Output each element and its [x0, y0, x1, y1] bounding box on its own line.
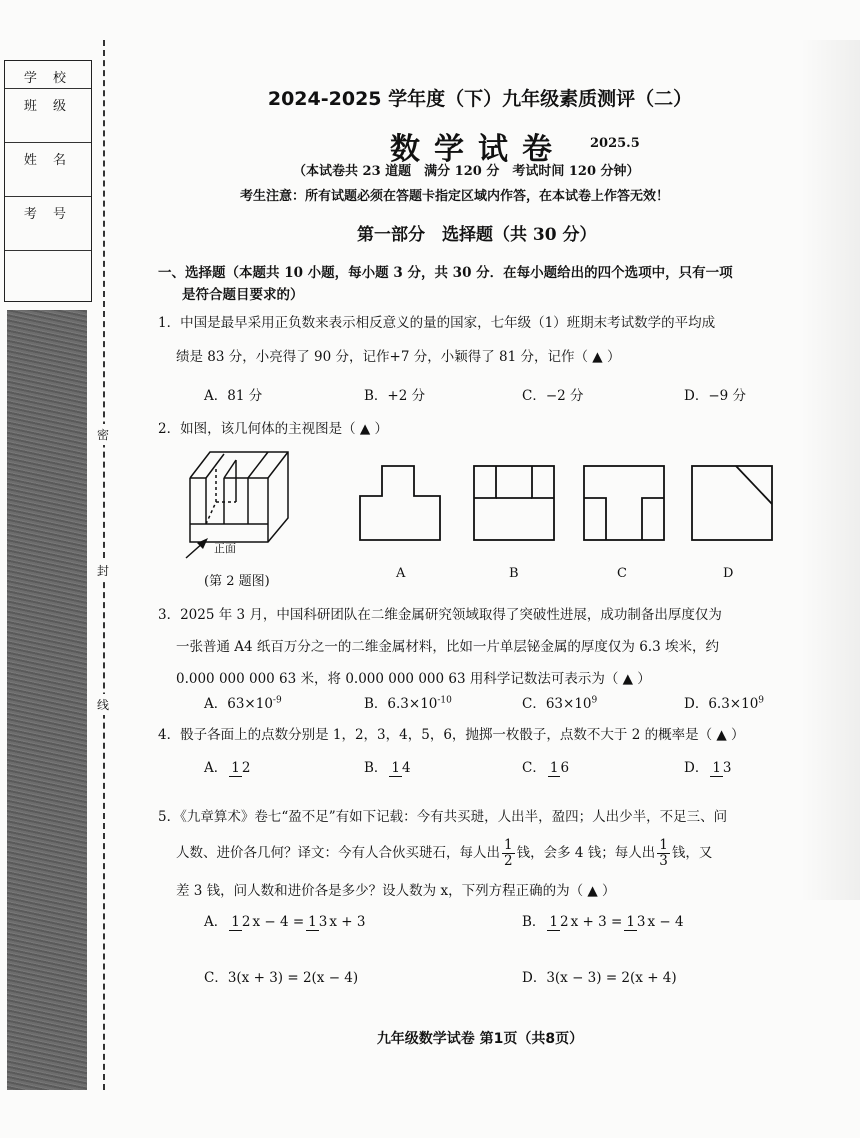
- question-2: 2．如图，该几何体的主视图是（ ▲ ）: [158, 421, 389, 437]
- option-a: A． 1 2: [204, 759, 251, 776]
- fraction: $\frac{1}{2}$: [504, 837, 513, 869]
- seal-char-feng: 封: [97, 560, 109, 581]
- solid-3d-figure: [180, 446, 300, 556]
- option-d: D．3(x − 3) = 2(x + 4): [522, 970, 677, 986]
- seal-char-mi: 密: [97, 424, 109, 445]
- question-5-options-ab: [204, 910, 784, 931]
- option-c: C． 1 6: [522, 759, 570, 776]
- question-5-options-cd: [204, 966, 784, 986]
- subject-title: 数学试卷: [390, 132, 566, 167]
- option-b: B．+2 分: [364, 388, 426, 404]
- option-c: C．$63\times 10^9$: [522, 695, 598, 712]
- exam-title: 2024-2025 学年度（下）九年级素质测评（二）: [267, 88, 693, 110]
- fraction: 1 4: [391, 759, 411, 776]
- question-1-options: [204, 384, 784, 404]
- fraction: $\frac{1}{3}$: [659, 837, 668, 869]
- class-field: 班 级: [5, 89, 91, 143]
- front-label: 正面: [214, 542, 236, 555]
- view-a-shape: [360, 466, 440, 542]
- option-d: D． 1 3: [684, 759, 732, 776]
- question-5-line3: 差 3 钱，问人数和进价各是多少？设人数为 x，下列方程正确的为（ ▲ ）: [176, 883, 616, 899]
- option-d: D．−9 分: [684, 388, 747, 404]
- question-4: 4．骰子各面上的点数分别是 1，2，3，4，5，6，抛掷一枚骰子，点数不大于 2 的概率是（ ▲ ）: [158, 727, 745, 743]
- fraction: 1 6: [549, 759, 570, 776]
- exam-number-field: 考 号: [5, 197, 91, 251]
- fraction: 1 3: [712, 759, 732, 776]
- scan-shadow: [800, 40, 860, 900]
- option-b: B． 1 2 x + 3 = 1 3 x − 4: [522, 913, 684, 930]
- fraction: 1 3: [626, 913, 646, 930]
- name-field: 姓 名: [5, 143, 91, 197]
- fraction: 1 2: [231, 759, 251, 776]
- question-3: 3．2025 年 3 月，中国科研团队在二维金属研究领域取得了突破性进展，成功制备出厚度仅为 一张普通 A4 纸百万分之一的二维金属材料，比如一片单层铋金属的厚度仅为 6.3 埃米，约 0.000 000 000 63 米，将 0.000 000 000 63 用科学记数法可表示为（ ▲ ）: [158, 607, 722, 687]
- school-field: 学 校: [5, 61, 91, 89]
- blank-field: [5, 251, 91, 301]
- option-c: C．3(x + 3) = 2(x − 4): [204, 970, 359, 986]
- part-heading: 第一部分 选择题（共 30 分）: [357, 225, 597, 245]
- view-b-label: B: [509, 566, 519, 581]
- question-4-options: [204, 756, 784, 777]
- option-c: C．−2 分: [522, 388, 584, 404]
- seal-char-xian: 线: [97, 694, 109, 715]
- view-d-label: D: [723, 566, 734, 581]
- option-a: A． 1 2 x − 4 = 1 3 x + 3: [204, 913, 366, 930]
- question-3-options: [204, 692, 784, 712]
- section-instructions: 一、选择题（本题共 10 小题，每小题 3 分，共 30 分．在每小题给出的四个选项中，只有一项 是符合题目要求的）: [158, 265, 733, 303]
- view-a-label: A: [396, 566, 406, 581]
- option-a: A．81 分: [204, 388, 263, 404]
- fraction: 1 2: [549, 913, 569, 930]
- view-b-shape: [474, 466, 554, 542]
- question-5: 5．《九章算术》卷七“盈不足”有如下记载：今有共买琎，人出半，盈四；人出少半，不足三、问: [158, 809, 728, 825]
- fraction: 1 3: [308, 913, 328, 930]
- option-b: B．$6.3\times 10^{-10}$: [364, 695, 452, 712]
- view-c-shape: [584, 466, 664, 542]
- question-1: 1．中国是最早采用正负数来表示相反意义的量的国家，七年级（1）班期末考试数学的平均成 绩是 83 分，小亮得了 90 分，记作+7 分，小颖得了 81 分，记作（ ▲ ）: [158, 315, 716, 365]
- option-b: B． 1 4: [364, 759, 411, 776]
- exam-info: （本试卷共 23 道题 满分 120 分 考试时间 120 分钟）: [293, 164, 640, 179]
- shaded-strip: [7, 310, 87, 1090]
- figure-caption: (第 2 题图): [204, 574, 270, 589]
- view-c-label: C: [617, 566, 627, 581]
- view-d-shape: [692, 466, 772, 542]
- option-a: A．$63\times 10^{-9}$: [204, 695, 282, 712]
- question-5-line2: 人数、进价各几何？译文：今有人合伙买琎石，每人出 $\frac{1}{2}$ 钱，会多 4 钱；每人出 $\frac{1}{3}$ 钱，又: [176, 837, 713, 869]
- exam-date: 2025.5: [590, 136, 640, 151]
- option-d: D．$6.3\times 10^9$: [684, 695, 765, 712]
- fraction: 1 2: [231, 913, 251, 930]
- page-footer: 九年级数学试卷 第1页（共8页）: [376, 1031, 584, 1047]
- exam-notice: 考生注意：所有试题必须在答题卡指定区域内作答，在本试卷上作答无效！: [240, 189, 670, 204]
